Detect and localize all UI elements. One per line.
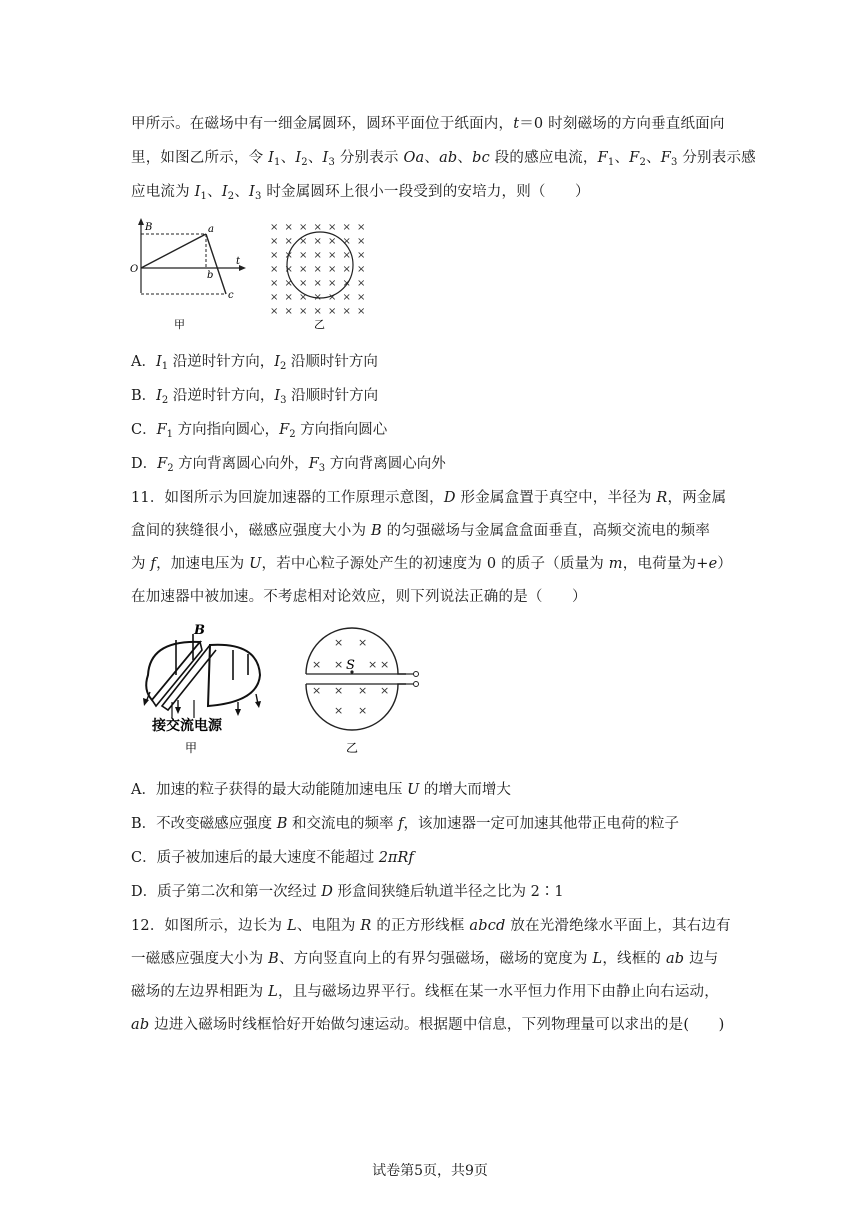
field-x-mark: ×	[342, 292, 351, 303]
field-x-mark: ×	[328, 306, 337, 317]
q11-line-3: 为 f，加速电压为 U，若中心粒子源处产生的初速度为 0 的质子（质量为 m，电荷量为+e）	[131, 556, 733, 572]
field-x-mark: ×	[270, 222, 279, 233]
field-x-mark: ×	[342, 306, 351, 317]
field-x-mark: ×	[313, 278, 322, 289]
t-axis-arrow-icon	[239, 265, 246, 271]
field-x-mark: ×	[299, 236, 308, 247]
label-o: O	[130, 264, 139, 275]
field-x-mark: ×	[313, 264, 322, 275]
caption-jia: 甲	[185, 741, 198, 755]
down-arrow-1-icon	[143, 698, 149, 706]
q10-figure-yi	[268, 218, 373, 333]
label-b-point: b	[207, 270, 214, 281]
field-x-mark: ×	[334, 684, 344, 697]
field-x-mark: ×	[270, 292, 279, 303]
field-x-mark: ×	[313, 250, 322, 261]
field-x-mark: ×	[270, 278, 279, 289]
field-x-mark: ×	[380, 684, 390, 697]
b-axis-arrow-icon	[138, 218, 144, 225]
field-x-mark: ×	[328, 236, 337, 247]
caption-jia: 甲	[174, 318, 185, 331]
field-x-mark: ×	[299, 222, 308, 233]
field-x-mark: ×	[328, 264, 337, 275]
terminal-top-icon	[414, 672, 419, 677]
q10-option-d[interactable]: D．$F_2$ 方向背离圆心向外，$F_3$ 方向背离圆心向外	[131, 456, 446, 474]
field-x-mark: ×	[270, 264, 279, 275]
q10-line-2: 里，如图乙所示，令 $I_1$、$I_2$、$I_3$ 分别表示 Oa、ab、bc 段的感应电流，$F_1$、$F_2$、$F_3$ 分别表示感	[131, 150, 756, 168]
field-x-mark: ×	[270, 236, 279, 247]
field-x-mark: ×	[328, 292, 337, 303]
field-x-mark: ×	[284, 264, 293, 275]
field-x-mark: ×	[328, 278, 337, 289]
field-x-mark: ×	[357, 292, 366, 303]
field-x-mark: ×	[357, 278, 366, 289]
field-x-mark: ×	[299, 278, 308, 289]
field-x-mark: ×	[284, 292, 293, 303]
field-x-mark: ×	[368, 658, 378, 671]
field-x-mark: ×	[299, 250, 308, 261]
down-arrow-2-icon	[175, 707, 181, 714]
down-arrow-3-icon	[235, 709, 241, 716]
field-x-mark: ×	[357, 236, 366, 247]
field-x-mark: ×	[299, 292, 308, 303]
down-arrow-4-icon	[255, 701, 261, 708]
field-x-mark: ×	[270, 250, 279, 261]
q10-option-a[interactable]: A．$I_1$ 沿逆时针方向，$I_2$ 沿顺时针方向	[131, 354, 378, 372]
field-x-mark: ×	[342, 222, 351, 233]
field-x-mark: ×	[284, 222, 293, 233]
field-x-mark: ×	[312, 658, 322, 671]
field-x-mark: ×	[270, 306, 279, 317]
field-x-mark: ×	[284, 278, 293, 289]
field-x-mark: ×	[284, 236, 293, 247]
q11-line-2: 盒间的狭缝很小，磁感应强度大小为 B 的匀强磁场与金属盒盒面垂直，高频交流电的频率	[131, 523, 711, 539]
q11-option-a[interactable]: A．加速的粒子获得的最大动能随加速电压 U 的增大而增大	[131, 782, 511, 798]
field-x-mark: ×	[357, 250, 366, 261]
field-x-mark: ×	[357, 264, 366, 275]
field-x-mark: ×	[313, 236, 322, 247]
graph-segment-ac	[206, 234, 226, 294]
field-x-mark: ×	[358, 684, 368, 697]
field-x-mark: ×	[342, 250, 351, 261]
field-x-mark: ×	[334, 636, 344, 649]
q10-option-b[interactable]: B．$I_2$ 沿逆时针方向，$I_3$ 沿顺时针方向	[131, 388, 379, 406]
label-a: a	[208, 224, 214, 235]
q12-line-3: 磁场的左边界相距为 L，且与磁场边界平行。线框在某一水平恒力作用下由静止向右运动，	[131, 984, 719, 1000]
label-t: t	[236, 256, 241, 267]
q12-line-4: ab 边进入磁场时线框恰好开始做匀速运动。根据题中信息，下列物理量可以求出的是( )	[131, 1017, 725, 1033]
cyclotron-field-x	[312, 636, 389, 717]
field-x-mark: ×	[342, 278, 351, 289]
field-x-mark: ×	[313, 292, 322, 303]
caption-yi: 乙	[346, 741, 359, 755]
field-x-mark: ×	[284, 306, 293, 317]
field-x-mark: ×	[357, 306, 366, 317]
field-x-mark: ×	[358, 704, 368, 717]
q10-option-c[interactable]: C．$F_1$ 方向指向圆心，$F_2$ 方向指向圆心	[131, 422, 388, 440]
label-b-field: B	[194, 623, 205, 638]
field-x-mark: ×	[334, 658, 344, 671]
field-x-mark: ×	[299, 264, 308, 275]
field-x-mark: ×	[380, 658, 390, 671]
label-c: c	[228, 290, 234, 301]
q11-option-d[interactable]: D．质子第二次和第一次经过 D 形盒间狭缝后轨道半径之比为 2∶1	[131, 884, 564, 900]
q12-line-1: 12．如图所示，边长为 L、电阻为 R 的正方形线框 abcd 放在光滑绝缘水平面上，其右边有	[131, 918, 731, 934]
label-b: B	[145, 222, 153, 233]
caption-yi: 乙	[314, 318, 325, 331]
terminal-bottom-icon	[414, 682, 419, 687]
page-footer: 试卷第5页，共9页	[372, 1163, 488, 1179]
q11-option-c[interactable]: C．质子被加速后的最大速度不能超过 2πRf	[131, 850, 414, 866]
field-x-mark: ×	[284, 250, 293, 261]
q10-line-3: 应电流为 $I_1$、$I_2$、$I_3$ 时金属圆环上很小一段受到的安培力，则（ ）	[131, 184, 590, 202]
field-x-mark: ×	[357, 222, 366, 233]
label-s: S	[346, 658, 355, 673]
field-x-mark: ×	[358, 636, 368, 649]
field-x-mark: ×	[342, 236, 351, 247]
label-power-source: 接交流电源	[152, 718, 222, 734]
right-d-box	[208, 645, 260, 706]
q11-figure-jia	[138, 620, 288, 760]
q11-line-4: 在加速器中被加速。不考虑相对论效应，则下列说法正确的是（ ）	[131, 589, 587, 605]
q11-line-1: 11．如图所示为回旋加速器的工作原理示意图，D 形金属盒置于真空中，半径为 R，两金属	[131, 490, 727, 506]
field-x-mark: ×	[328, 250, 337, 261]
field-x-mark: ×	[334, 704, 344, 717]
q10-figure-jia	[128, 218, 253, 333]
q12-line-2: 一磁感应强度大小为 B、方向竖直向上的有界匀强磁场，磁场的宽度为 L，线框的 ab 边与	[131, 951, 719, 967]
q11-figure-yi	[298, 620, 438, 760]
field-x-mark: ×	[328, 222, 337, 233]
field-x-mark: ×	[299, 306, 308, 317]
field-x-grid	[270, 222, 365, 317]
q10-line-1: 甲所示。在磁场中有一细金属圆环，圆环平面位于纸面内，t＝0 时刻磁场的方向垂直纸面向	[131, 116, 725, 132]
field-x-mark: ×	[313, 306, 322, 317]
q11-option-b[interactable]: B．不改变磁感应强度 B 和交流电的频率 f，该加速器一定可加速其他带正电荷的粒子	[131, 816, 680, 832]
field-x-mark: ×	[312, 684, 322, 697]
field-x-mark: ×	[342, 264, 351, 275]
field-x-mark: ×	[313, 222, 322, 233]
graph-segment-oa	[141, 234, 206, 268]
